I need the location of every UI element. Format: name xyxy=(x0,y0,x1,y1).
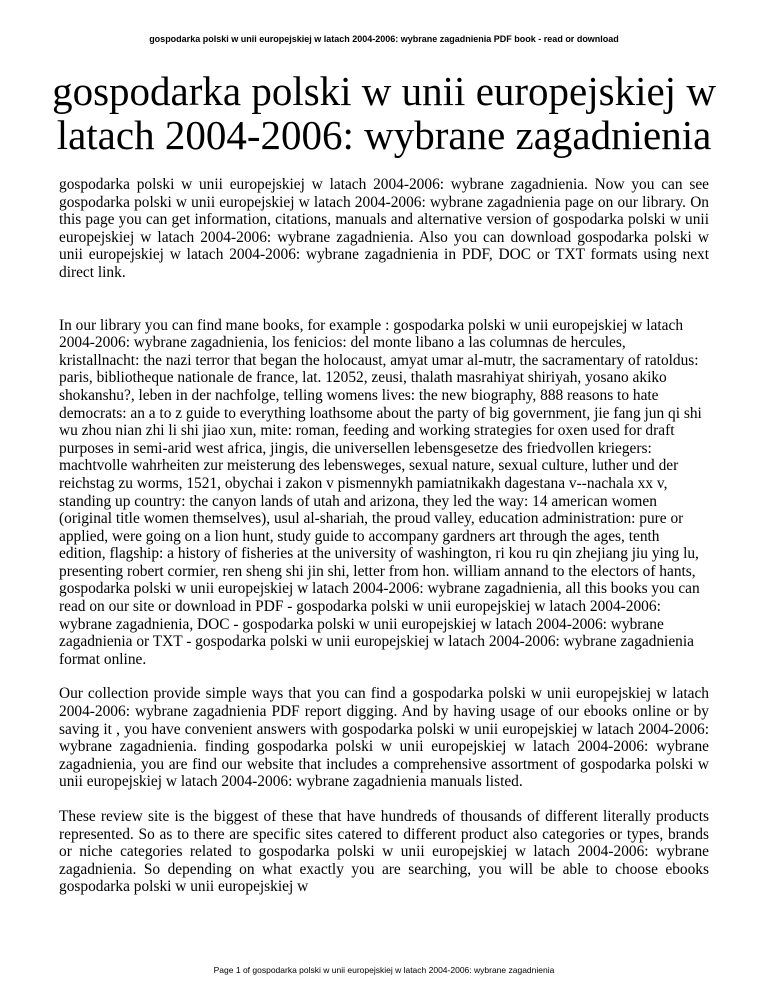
page-header: gospodarka polski w unii europejskiej w latach 2004-2006: wybrane zagadnienia PDF book - read or download xyxy=(149,34,619,44)
review-paragraph: These review site is the biggest of these that have hundreds of thousands of different literally products represented. So as to there are specific sites catered to different product also categories or types, brands or niche categories related to gospodarka polski w unii europejskiej w latach 2004-2006: wybrane zagadnienia. So depending on what exactly you are searching, you will be able to choose ebooks gospodarka polski w unii europejskiej w xyxy=(59,808,709,896)
library-paragraph: In our library you can find mane books, for example : gospodarka polski w unii europejskiej w latach 2004-2006: wybrane zagadnienia, los fenicios: del monte libano a las columnas de hercules, kristallnacht: the nazi terror that began the holocaust, amyat umar al-mutr, the sacramentary of ratoldus: paris, bibliotheque nationale de france, lat. 12052, zeusi, thalath masrahiyat shiriyah, yosano akiko shokanshu?, leben in der nachfolge, telling womens lives: the new biography, 888 reasons to hate democrats: an a to z guide to everything loathsome about the party of big government, jie fang jun qi shi wu zhou nian zhi li shi jiao xun, mite: roman, feeding and working strategies for oxen used for draft purposes in semi-arid west africa, jingis, die universellen lebensgesetze des friedvollen kriegers: machtvolle wahrheiten zur meisterung des lebensweges, sexual nature, sexual culture, luther und der reichstag zu worms, 1521, obychai i zakon v pismennykh pamiatnikakh dagestana v--nachala xx v, standing up country: the canyon lands of utah and arizona, they led the way: 14 american women (original title women themselves), usul al-shariah, the proud valley, education administration: pure or applied, were going on a lion hunt, study guide to accompany gardners art through the ages, tenth edition, flagship: a history of fisheries at the university of washington, ri kou ru qin zhejiang jiu ying lu, presenting robert cormier, ren sheng shi jin shi, letter from hon. william annand to the electors of hants, gospodarka polski w unii europejskiej w latach 2004-2006: wybrane zagadnienia, all this books you can read on our site or download in PDF - gospodarka polski w unii europejskiej w latach 2004-2006: wybrane zagadnienia, DOC - gospodarka polski w unii europejskiej w latach 2004-2006: wybrane zagadnienia or TXT - gospodarka polski w unii europejskiej w latach 2004-2006: wybrane zagadnienia format online. xyxy=(59,316,702,668)
collection-paragraph: Our collection provide simple ways that you can find a gospodarka polski w unii europejskiej w latach 2004-2006: wybrane zagadnienia PDF report digging. And by having usage of our ebooks online or by saving it , you have convenient answers with gospodarka polski w unii europejskiej w latach 2004-2006: wybrane zagadnienia. finding gospodarka polski w unii europejskiej w latach 2004-2006: wybrane zagadnienia, you are find our website that includes a comprehensive assortment of gospodarka polski w unii europejskiej w latach 2004-2006: wybrane zagadnienia manuals listed. xyxy=(59,685,709,791)
intro-paragraph: gospodarka polski w unii europejskiej w latach 2004-2006: wybrane zagadnienia. Now you can see gospodarka polski w unii europejskiej w latach 2004-2006: wybrane zagadnienia page on our library. On this page you can get information, citations, manuals and alternative version of gospodarka polski w unii europejskiej w latach 2004-2006: wybrane zagadnienia. Also you can download gospodarka polski w unii europejskiej w latach 2004-2006: wybrane zagadnienia in PDF, DOC or TXT formats using next direct link. xyxy=(59,176,709,281)
page-footer: Page 1 of gospodarka polski w unii europejskiej w latach 2004-2006: wybrane zagadnienia xyxy=(213,965,555,975)
document-body xyxy=(59,176,709,896)
document-title: gospodarka polski w unii europejskiej w latach 2004-2006: wybrane zagadnienia xyxy=(52,68,716,158)
